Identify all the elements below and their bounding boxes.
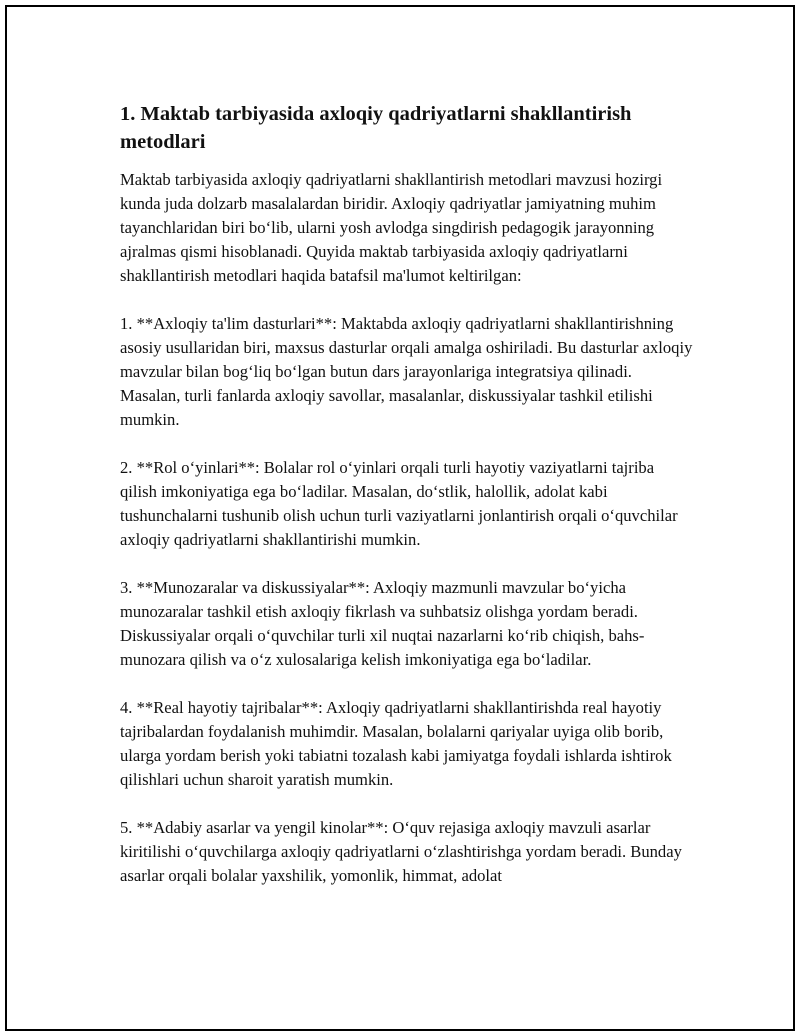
document-title: 1. Maktab tarbiyasida axloqiy qadriyatlarni shakllantirish metodlari [120, 103, 632, 153]
page [5, 5, 795, 1031]
intro-paragraph: Maktab tarbiyasida axloqiy qadriyatlarni shakllantirish metodlari mavzusi hozirgi kunda juda dolzarb masalalardan biridir. Axloqiy qadriyatlar jamiyatning muhim tayanchlaridan biri bo‘lib, ularni yosh avlodga singdirish pedagogik jarayonning ajralmas qismi hisoblanadi. Quyida maktab tarbiyasida axloqiy qadriyatlarni shakllantirish metodlari haqida batafsil ma'lumot keltirilgan: [120, 170, 663, 285]
list-item: 4. **Real hayotiy tajribalar**: Axloqiy qadriyatlarni shakllantirishda real hayotiy tajribalardan foydalanish muhimdir. Masalan, bolalarni qariyalar uyiga olib borib, ularga yordam berish yoki tabiatni tozalash kabi jamiyatga foydali ishlarda ishtirok qilishlari uchun sharoit yaratish mumkin. [120, 698, 672, 789]
list-item: 3. **Munozaralar va diskussiyalar**: Axloqiy mazmunli mavzular bo‘yicha munozaralar tashkil etish axloqiy fikrlash va suhbatsiz olishga yordam beradi. Diskussiyalar orqali o‘quvchilar turli xil nuqtai nazarlarni ko‘rib chiqish, bahs-munozara qilish va o‘z xulosalariga kelish imkoniyatiga ega bo‘ladilar. [120, 578, 645, 669]
list-item: 1. **Axloqiy ta'lim dasturlari**: Maktabda axloqiy qadriyatlarni shakllantirishning asosiy usullaridan biri, maxsus dasturlar orqali amalga oshiriladi. Bu dasturlar axloqiy mavzular bilan bog‘liq bo‘lgan butun dars jarayonlariga integratsiya qilinadi. Masalan, turli fanlarda axloqiy savollar, masalanlar, diskussiyalar tashkil etilishi mumkin. [120, 314, 693, 429]
document-body [120, 100, 695, 888]
list-item: 2. **Rol o‘yinlari**: Bolalar rol o‘yinlari orqali turli hayotiy vaziyatlarni tajriba qilish imkoniyatiga ega bo‘ladilar. Masalan, do‘stlik, halollik, adolat kabi tushunchalarni tushunib olish uchun turli vaziyatlarni jonlantirish orqali o‘quvchilar axloqiy qadriyatlarni shakllantirishi mumkin. [120, 458, 678, 549]
list-item: 5. **Adabiy asarlar va yengil kinolar**: O‘quv rejasiga axloqiy mavzuli asarlar kiritilishi o‘quvchilarga axloqiy qadriyatlarni o‘zlashtirishga yordam beradi. Bunday asarlar orqali bolalar yaxshilik, yomonlik, himmat, adolat [120, 818, 682, 885]
